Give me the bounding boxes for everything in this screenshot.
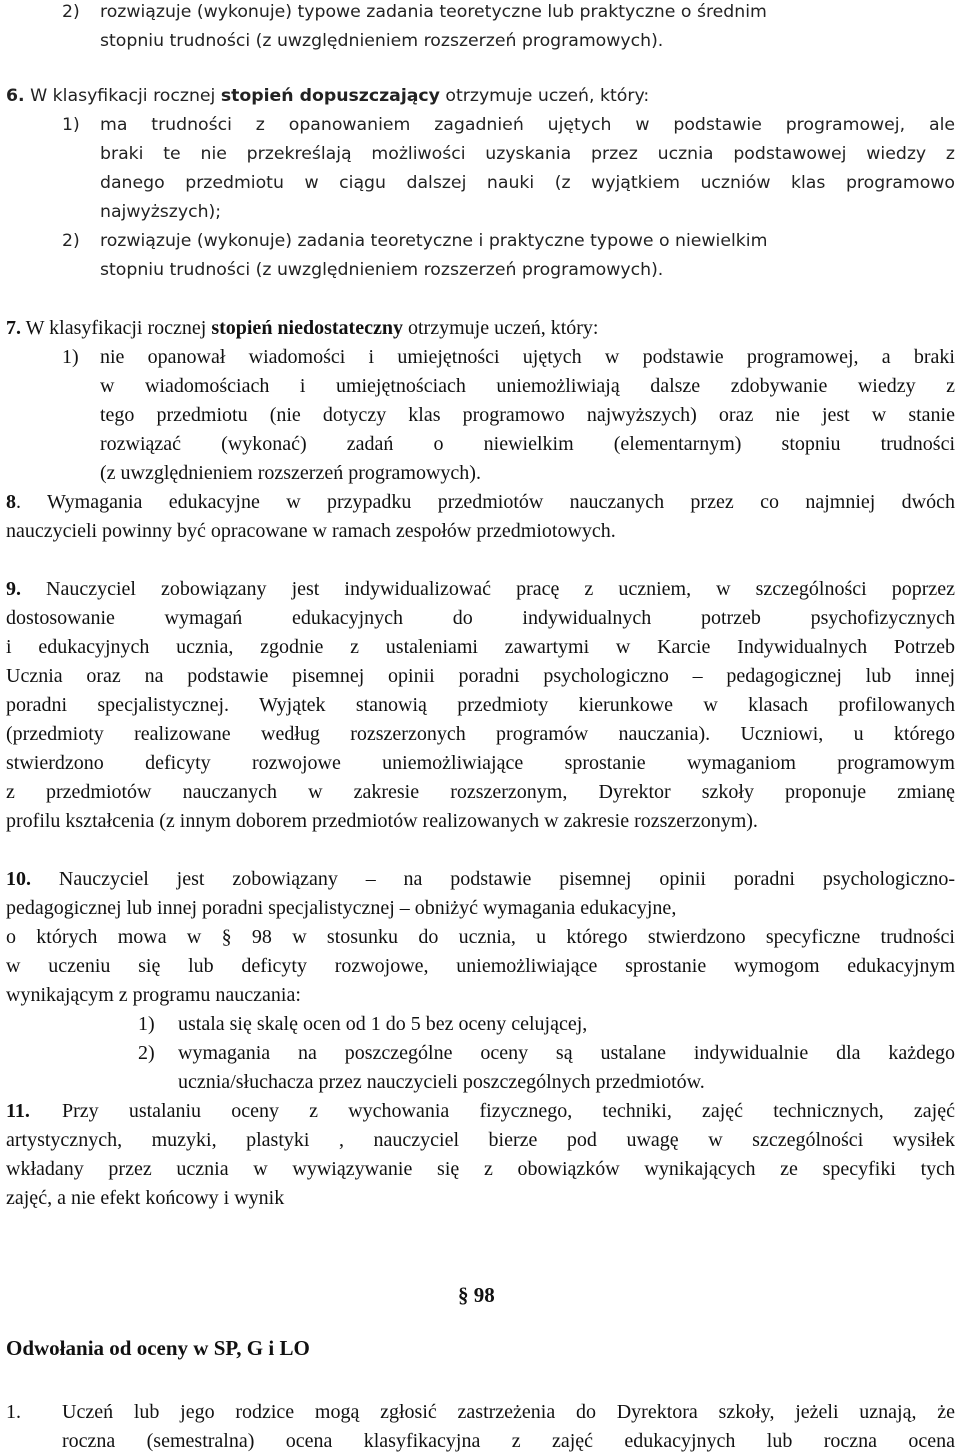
section-heading: Odwołania od oceny w SP, G i LO xyxy=(6,1336,310,1360)
paragraph-line: Przy ustalaniu oceny z wychowania fizycznego, techniki, zajęć technicznych, zajęć xyxy=(62,1100,955,1122)
item-text-line: tego przedmiotu (nie dotyczy klas programowo najwyższych) oraz nie jest w stanie xyxy=(100,404,955,426)
section-number: 11. xyxy=(6,1100,30,1122)
item-number: 2) xyxy=(62,231,80,251)
item-text-line: ucznia/słuchacza przez nauczycieli poszczególnych przedmiotów. xyxy=(178,1071,705,1093)
paragraph-line: nauczycieli powinny być opracowane w ramach zespołów przedmiotowych. xyxy=(6,520,616,542)
item-text-line: ma trudności z opanowaniem zagadnień ujętych w podstawie programowej, ale xyxy=(100,115,955,135)
item-text-line: roczna (semestralna) ocena klasyfikacyjna z zajęć edukacyjnych lub roczna ocena xyxy=(62,1430,955,1452)
paragraph-line: stwierdzono deficyty rozwojowe uniemożliwiające sprostanie wymaganiom programowym xyxy=(6,752,955,774)
grade-name: stopień niedostateczny xyxy=(211,317,403,339)
grade-name: stopień dopuszczający xyxy=(220,86,440,106)
item-number: 1) xyxy=(62,115,80,135)
section-number: 8 xyxy=(6,491,16,513)
intro-text: W klasyfikacji rocznej xyxy=(25,317,207,339)
item-text-line: najwyższych); xyxy=(100,202,222,222)
paragraph-line: poradni specjalistycznej. Wyjątek stanowią przedmioty kierunkowe w klasach profilowanych xyxy=(6,694,955,716)
section-intro xyxy=(6,82,649,111)
paragraph-line: w uczeniu się lub deficyty rozwojowe, uniemożliwiające sprostanie wymogom edukacyjnym xyxy=(6,955,955,977)
item-text-line: stopniu trudności (z uwzględnieniem rozszerzeń programowych). xyxy=(100,260,664,280)
paragraph-text: Nauczyciel zobowiązany jest indywidualizować pracę z uczniem, w szczególności poprzez xyxy=(46,578,955,600)
paragraph-line: Ucznia oraz na podstawie pisemnej opinii poradni psychologiczno – pedagogicznej lub innej xyxy=(6,665,955,687)
item-text-line: rozwiązuje (wykonuje) zadania teoretyczne i praktyczne typowe o niewielkim xyxy=(100,231,768,251)
paragraph-line: pedagogicznej lub innej poradni specjalistycznej – obniżyć wymagania edukacyjne, xyxy=(6,897,677,919)
item-text-line: (z uwzględnieniem rozszerzeń programowych). xyxy=(100,462,481,484)
item-number: 1. xyxy=(6,1401,21,1423)
item-text-line: danego przedmiotu w ciągu dalszej nauki (z wyjątkiem uczniów klas programowo xyxy=(100,173,955,193)
item-text-line: w wiadomościach i umiejętnościach uniemożliwiają dalsze zdobywanie wiedzy z xyxy=(100,375,955,397)
intro-text: otrzymuje uczeń, który: xyxy=(407,317,599,339)
item-text-line: nie opanował wiadomości i umiejętności ujętych w podstawie programowej, a braki xyxy=(100,346,955,368)
item-text-line: rozwiązuje (wykonuje) typowe zadania teoretyczne lub praktyczne o średnim xyxy=(100,2,767,22)
paragraph-line: i edukacyjnych ucznia, zgodnie z ustaleniami zawartymi w Karcie Indywidualnych Potrzeb xyxy=(6,636,955,658)
section-number: 10. xyxy=(6,868,31,890)
section-number: 9. xyxy=(6,578,21,600)
item-text-line: rozwiązać (wykonać) zadań o niewielkim (elementarnym) stopniu trudności xyxy=(100,433,955,455)
paragraph-line: artystycznych, muzyki, plastyki , nauczyciel bierze pod uwagę w szczególności wysiłek xyxy=(6,1129,955,1151)
paragraph-line: dostosowanie wymagań edukacyjnych do indywidualnych potrzeb psychofizycznych xyxy=(6,607,955,629)
section-number: 6. xyxy=(6,86,25,106)
paragraph-line: profilu kształcenia (z innym doborem przedmiotów realizowanych w zakresie rozszerzonym). xyxy=(6,810,758,832)
item-text-line: braki te nie przekreślają możliwości uzyskania przez ucznia podstawowej wiedzy z xyxy=(100,144,955,164)
intro-text: otrzymuje uczeń, który: xyxy=(445,86,650,106)
item-number: 1) xyxy=(138,1013,155,1035)
paragraph-line: (przedmioty realizowane według rozszerzonych programów nauczania). Uczniowi, u którego xyxy=(6,723,955,745)
paragraph-line: wynikającym z programu nauczania: xyxy=(6,984,301,1006)
section-intro xyxy=(6,314,598,343)
paragraph-text: . Wymagania edukacyjne w przypadku przedmiotów nauczanych przez co najmniej dwóch xyxy=(16,491,955,513)
paragraph-text: Nauczyciel jest zobowiązany – na podstawie pisemnej opinii poradni psychologiczno- xyxy=(58,868,956,890)
item-text-line: wymagania na poszczególne oceny są ustalane indywidualnie dla każdego xyxy=(178,1042,955,1064)
item-text-line: Uczeń lub jego rodzice mogą zgłosić zastrzeżenia do Dyrektora szkoły, jeżeli uznają, że xyxy=(62,1401,955,1423)
paragraph-line: zajęć, a nie efekt końcowy i wynik xyxy=(6,1187,285,1209)
paragraph-line xyxy=(6,488,955,517)
paragraph-line: wkładany przez ucznia w wywiązywanie się z obowiązków wynikających ze specyfiki tych xyxy=(6,1158,955,1180)
section-number: 7. xyxy=(6,317,21,339)
paragraph-line xyxy=(6,865,955,894)
item-number: 1) xyxy=(62,346,79,368)
item-text-line: ustala się skalę ocen od 1 do 5 bez oceny celującej, xyxy=(178,1013,588,1035)
item-number: 2) xyxy=(138,1042,155,1064)
item-number: 2) xyxy=(62,2,80,22)
paragraph-line xyxy=(6,575,955,604)
intro-text: W klasyfikacji rocznej xyxy=(30,86,216,106)
paragraph-mark: § 98 xyxy=(458,1283,495,1307)
item-text-line: stopniu trudności (z uwzględnieniem rozszerzeń programowych). xyxy=(100,31,664,51)
paragraph-line: o których mowa w § 98 w stosunku do ucznia, u którego stwierdzono specyficzne trudności xyxy=(6,926,955,948)
paragraph-line: z przedmiotów nauczanych w zakresie rozszerzonym, Dyrektor szkoły proponuje zmianę xyxy=(6,781,955,803)
